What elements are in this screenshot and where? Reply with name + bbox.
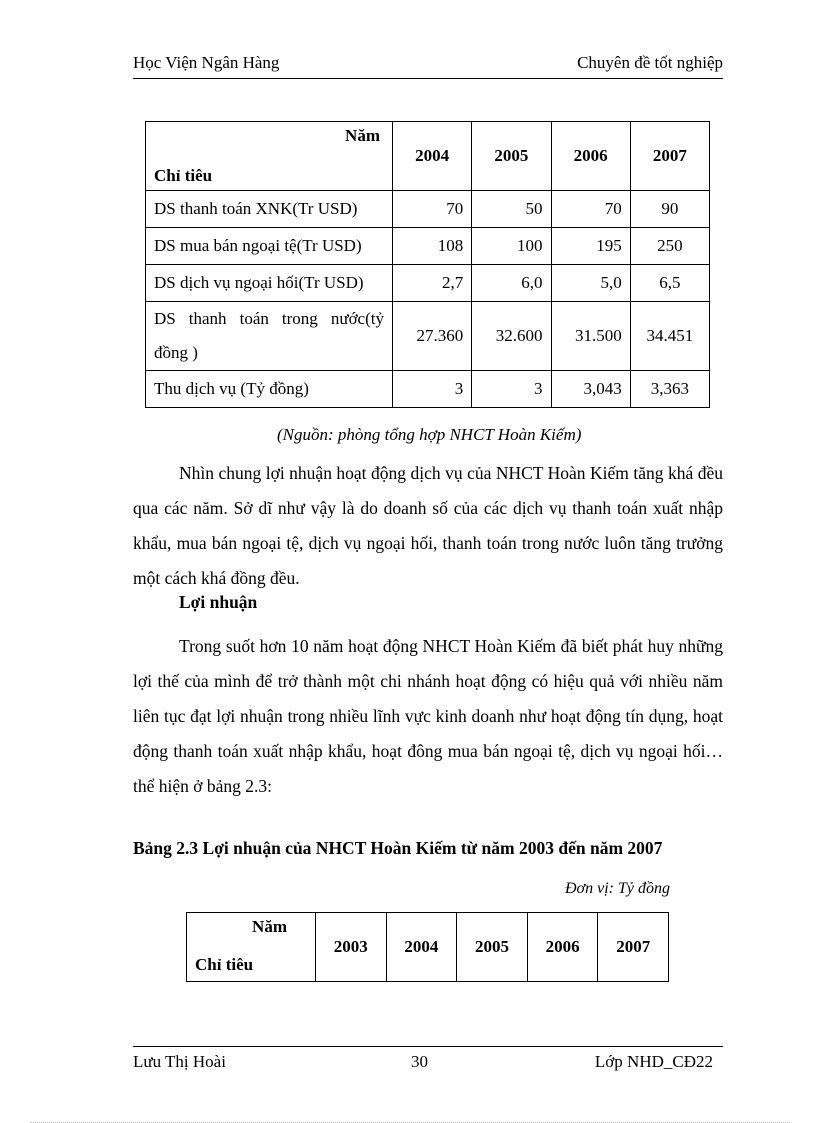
table-corner-cell [146, 122, 393, 191]
year-header: 2007 [598, 913, 669, 982]
table-cell: 3 [393, 371, 472, 408]
footer-class: Lớp NHD_CĐ22 [594, 1052, 713, 1071]
table-corner-cell [187, 913, 316, 982]
table-cell: 34.451 [630, 302, 709, 371]
paragraph-service-profit [133, 456, 723, 596]
paragraph-profit [133, 629, 723, 804]
table-source-note: (Nguồn: phòng tổng hợp NHCT Hoàn Kiếm) [277, 425, 582, 444]
table-cell: 108 [393, 228, 472, 265]
row-label: DS mua bán ngoại tệ(Tr USD) [146, 228, 393, 265]
page-footer [133, 1046, 723, 1075]
table-cell: 27.360 [393, 302, 472, 371]
table-cell: 250 [630, 228, 709, 265]
paragraph-text: Trong suốt hơn 10 năm hoạt động NHCT Hoàn Kiếm đã biết phát huy những lợi thế của mình để trở thành một chi nhánh hoạt động có hiệu quả với nhiều năm liên tục đạt lợi nhuận trong nhiều lĩnh vực kinh doanh như hoạt động tín dụng, hoạt động thanh toán xuất nhập khẩu, hoạt đông mua bán ngoại tệ, dịch vụ ngoại hối… thể hiện ở bảng 2.3: [133, 636, 723, 796]
table-cell: 2,7 [393, 265, 472, 302]
year-header: 2004 [386, 913, 457, 982]
table-row [146, 371, 710, 408]
row-label: DS thanh toán XNK(Tr USD) [146, 191, 393, 228]
table-cell: 6,5 [630, 265, 709, 302]
table-cell: 6,0 [472, 265, 551, 302]
row-label: Thu dịch vụ (Tỷ đồng) [146, 371, 393, 408]
table-cell: 70 [551, 191, 630, 228]
table-row [146, 191, 710, 228]
table-header-row [187, 913, 669, 982]
table-header-row [146, 122, 710, 191]
table-row [146, 265, 710, 302]
year-header: 2004 [393, 122, 472, 191]
table-cell: 50 [472, 191, 551, 228]
service-revenue-table [145, 121, 710, 408]
corner-indicator-label: Chỉ tiêu [195, 955, 254, 974]
page-number: 30 [411, 1052, 428, 1071]
table-cell: 3,363 [630, 371, 709, 408]
unit-note: Đơn vị: Tỷ đồng [565, 880, 670, 897]
table-row [146, 228, 710, 265]
header-document-type: Chuyên đề tốt nghiệp [577, 53, 723, 72]
profit-table [186, 912, 669, 982]
corner-year-label: Năm [252, 917, 287, 936]
year-header: 2003 [316, 913, 387, 982]
section-heading: Lợi nhuận [179, 592, 258, 612]
footer-author: Lưu Thị Hoài [133, 1052, 226, 1071]
table-cell: 32.600 [472, 302, 551, 371]
page-header [133, 52, 723, 79]
row-label: DS dịch vụ ngoại hối(Tr USD) [146, 265, 393, 302]
table-cell: 70 [393, 191, 472, 228]
year-header: 2007 [630, 122, 709, 191]
header-institution: Học Viện Ngân Hàng [133, 53, 280, 72]
year-header: 2006 [527, 913, 598, 982]
corner-indicator-label: Chỉ tiêu [154, 166, 213, 185]
table-row [146, 302, 710, 371]
table-cell: 5,0 [551, 265, 630, 302]
table-cell: 195 [551, 228, 630, 265]
corner-year-label: Năm [345, 126, 380, 145]
table-cell: 3,043 [551, 371, 630, 408]
year-header: 2005 [472, 122, 551, 191]
table-cell: 3 [472, 371, 551, 408]
table-cell: 100 [472, 228, 551, 265]
year-header: 2006 [551, 122, 630, 191]
year-header: 2005 [457, 913, 528, 982]
paragraph-text: Nhìn chung lợi nhuận hoạt động dịch vụ của NHCT Hoàn Kiếm tăng khá đều qua các năm. Sở dĩ như vậy là do doanh số của các dịch vụ thanh toán xuất nhập khẩu, mua bán ngoại tệ, dịch vụ ngoại hối, thanh toán trong nước luôn tăng trưởng một cách khá đồng đều. [133, 463, 723, 588]
row-label: DS thanh toán trong nước(tỷ đồng ) [146, 302, 393, 371]
table-caption: Bảng 2.3 Lợi nhuận của NHCT Hoàn Kiếm từ năm 2003 đến năm 2007 [133, 838, 663, 858]
table-cell: 31.500 [551, 302, 630, 371]
table-cell: 90 [630, 191, 709, 228]
